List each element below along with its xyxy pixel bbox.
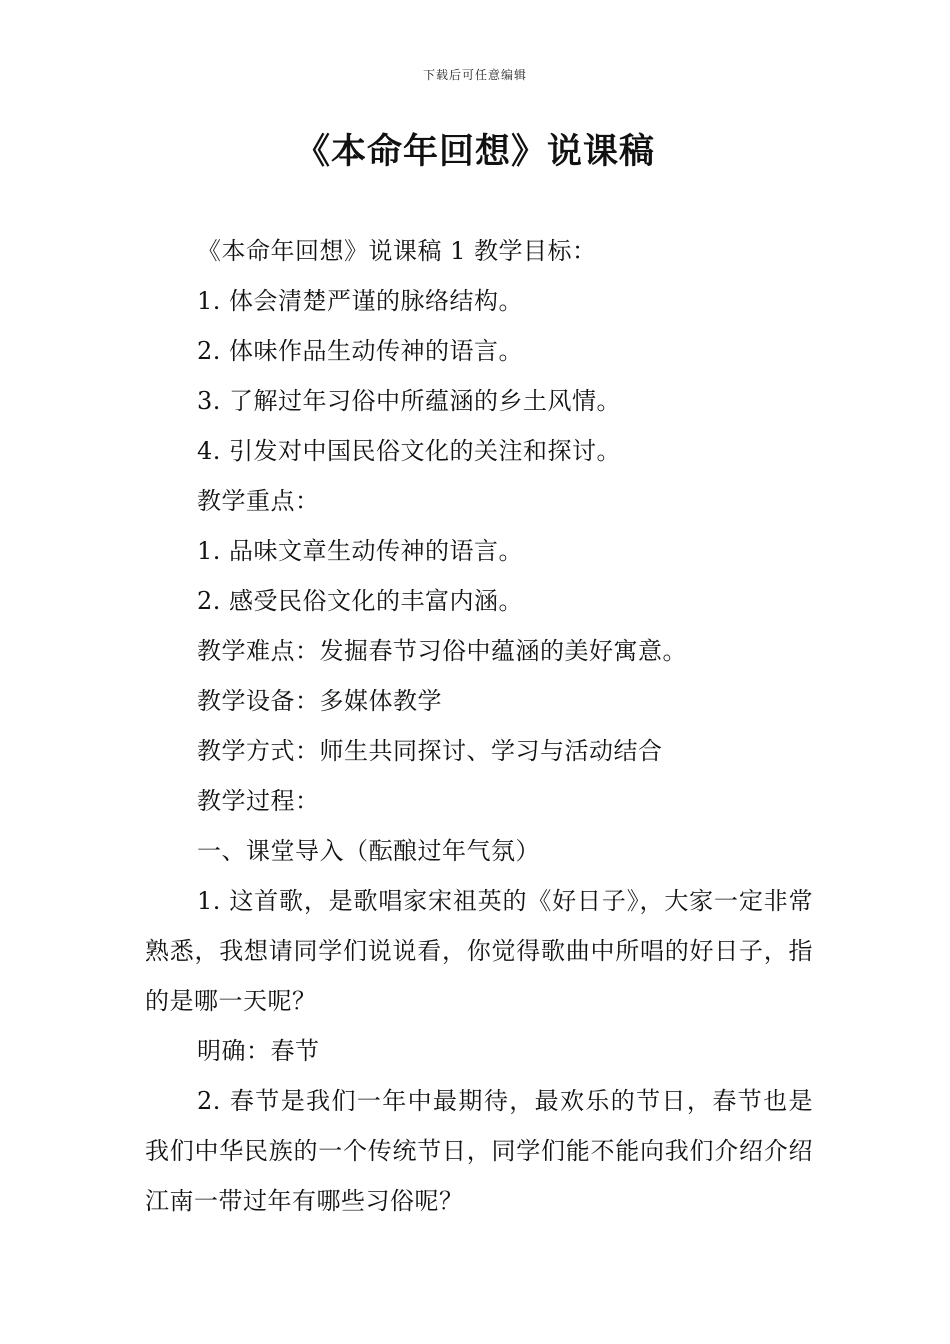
paragraph-objective-1: 1. 体会清楚严谨的脉络结构。 — [197, 287, 524, 315]
paragraph-key-point-1: 1. 品味文章生动传神的语言。 — [197, 537, 524, 565]
document-title: 《本命年回想》说课稿 — [294, 132, 655, 172]
paragraph-objective-3: 3. 了解过年习俗中所蕴涵的乡土风情。 — [197, 387, 622, 415]
document-body — [145, 226, 813, 1226]
paragraph-section-1-heading: 一、课堂导入（酝酿过年气氛） — [197, 837, 540, 865]
paragraph-process-heading: 教学过程： — [197, 787, 320, 815]
paragraph-key-points-heading: 教学重点： — [197, 487, 320, 515]
paragraph-difficulty: 教学难点：发掘春节习俗中蕴涵的美好寓意。 — [197, 637, 687, 665]
paragraph-key-point-2: 2. 感受民俗文化的丰富内涵。 — [197, 587, 524, 615]
paragraph-objective-4: 4. 引发对中国民俗文化的关注和探讨。 — [197, 437, 622, 465]
paragraph-question-1: 1. 这首歌，是歌唱家宋祖英的《好日子》，大家一定非常熟悉，我想请同学们说说看，你觉得歌曲中所唱的好日子，指的是哪一天呢？ — [145, 887, 813, 1015]
paragraph-equipment: 教学设备：多媒体教学 — [197, 687, 442, 715]
paragraph-objective-2: 2. 体味作品生动传神的语言。 — [197, 337, 524, 365]
paragraph-objectives-heading: 《本命年回想》说课稿 1 教学目标： — [197, 237, 597, 265]
paragraph-question-2: 2. 春节是我们一年中最期待，最欢乐的节日，春节也是我们中华民族的一个传统节日，同学们能不能向我们介绍介绍江南一带过年有哪些习俗呢？ — [145, 1087, 813, 1215]
header-note: 下载后可任意编辑 — [422, 68, 527, 82]
paragraph-answer-1: 明确：春节 — [197, 1037, 320, 1065]
paragraph-method: 教学方式：师生共同探讨、学习与活动结合 — [197, 737, 663, 765]
